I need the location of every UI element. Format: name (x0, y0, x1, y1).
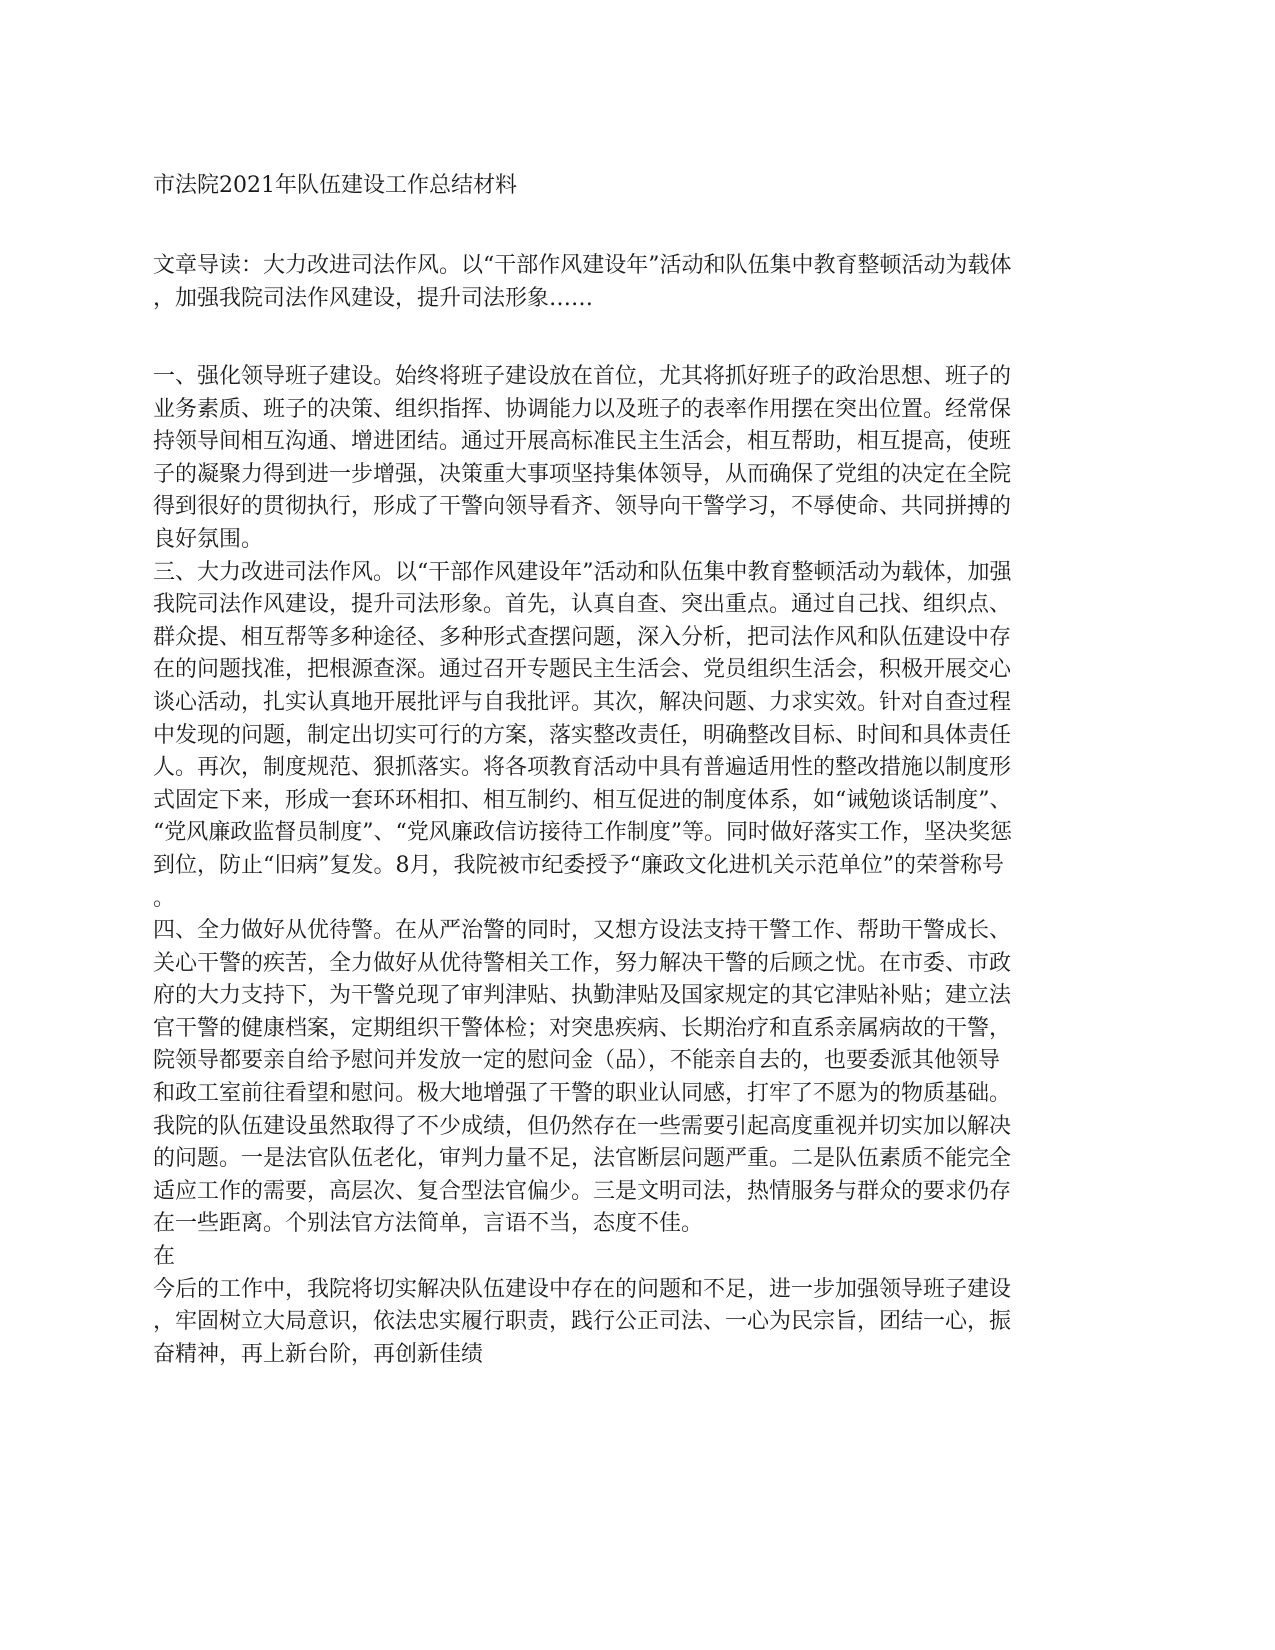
text-line: 式固定下来，形成一套环环相扣、相互制约、相互促进的制度体系，如“诫勉谈话制度”、 (153, 787, 1012, 813)
text-line: ，牢固树立大局意识，依法忠实履行职责，践行公正司法、一心为民宗旨，团结一心，振 (153, 1309, 1012, 1335)
text-line: 一、强化领导班子建设。始终将班子建设放在首位，尤其将抓好班子的政治思想、班子的 (153, 364, 1012, 389)
text-line: 谈心活动，扎实认真地开展批评与自我批评。其次，解决问题、力求实效。针对自查过程 (153, 689, 1012, 715)
text-line: 三、大力改进司法作风。以“干部作风建设年”活动和队伍集中教育整顿活动为载体，加强 (153, 559, 1012, 585)
text-line: ，加强我院司法作风建设，提升司法形象…… (153, 285, 594, 311)
text-line: 适应工作的需要，高层次、复合型法官偏少。三是文明司法，热情服务与群众的要求仍存 (153, 1178, 1012, 1204)
text-line: 在 (153, 1244, 176, 1270)
text-line: 。 (153, 885, 176, 911)
text-line: 府的大力支持下，为干警兑现了审判津贴、执勤津贴及国家规定的其它津贴补贴；建立法 (153, 983, 1012, 1009)
text-line: 院领导都要亲自给予慰问并发放一定的慰问金（品），不能亲自去的，也要委派其他领导 (153, 1048, 1001, 1074)
text-line: 持领导间相互沟通、增进团结。通过开展高标准民主生活会，相互帮助，相互提高，使班 (153, 429, 1012, 455)
text-line: 群众提、相互帮等多种途径、多种形式查摆问题，深入分析，把司法作风和队伍建设中存 (153, 624, 1012, 650)
text-line: 中发现的问题，制定出切实可行的方案，落实整改责任，明确整改目标、时间和具体责任 (153, 722, 1012, 748)
text-line: 我院的队伍建设虽然取得了不少成绩，但仍然存在一些需要引起高度重视并切实加以解决 (153, 1113, 1012, 1139)
text-line: 子的凝聚力得到进一步增强，决策重大事项坚持集体领导，从而确保了党组的决定在全院 (153, 461, 1012, 487)
article-intro (153, 250, 1128, 315)
text-line: 官干警的健康档案，定期组织干警体检；对突患疾病、长期治疗和直系亲属病故的干警， (153, 1015, 1012, 1041)
text-line: 人。再次，制度规范、狠抓落实。将各项教育活动中具有普遍适用性的整改措施以制度形 (153, 755, 1012, 781)
text-line: 今后的工作中，我院将切实解决队伍建设中存在的问题和不足，进一步加强领导班子建设 (153, 1276, 1012, 1302)
text-line: 文章导读：大力改进司法作风。以“干部作风建设年”活动和队伍集中教育整顿活动为载体 (153, 253, 1012, 278)
text-line: 业务素质、班子的决策、组织指挥、协调能力以及班子的表率作用摆在突出位置。经常保 (153, 396, 1012, 422)
text-line: 得到很好的贯彻执行，形成了干警向领导看齐、领导向干警学习，不辱使命、共同拼搏的 (153, 494, 1012, 520)
text-line: 的问题。一是法官队伍老化，审判力量不足，法官断层问题严重。二是队伍素质不能完全 (153, 1146, 1012, 1172)
text-line: “党风廉政监督员制度”、“党风廉政信访接待工作制度”等。同时做好落实工作，坚决奖惩 (153, 820, 1012, 846)
text-line: 四、全力做好从优待警。在从严治警的同时，又想方设法支持干警工作、帮助干警成长、 (153, 918, 1012, 944)
text-line: 良好氛围。 (153, 526, 264, 552)
article-body (153, 361, 1128, 1371)
text-line: 到位，防止“旧病”复发。8月，我院被市纪委授予“廉政文化进机关示范单位”的荣誉称号 (153, 852, 1004, 878)
text-line: 我院司法作风建设，提升司法形象。首先，认真自查、突出重点。通过自己找、组织点、 (153, 592, 1012, 618)
text-line: 和政工室前往看望和慰问。极大地增强了干警的职业认同感，打牢了不愿为的物质基础。 (153, 1081, 1012, 1107)
text-line: 在一些距离。个别法官方法简单，言语不当，态度不佳。 (153, 1211, 704, 1237)
text-line: 在的问题找准，把根源查深。通过召开专题民主生活会、党员组织生活会，积极开展交心 (153, 657, 1012, 683)
text-line: 关心干警的疾苦，全力做好从优待警相关工作，努力解决干警的后顾之忧。在市委、市政 (153, 950, 1012, 976)
document-title: 市法院2021年队伍建设工作总结材料 (153, 173, 517, 198)
text-line: 奋精神，再上新台阶，再创新佳绩 (153, 1341, 484, 1367)
